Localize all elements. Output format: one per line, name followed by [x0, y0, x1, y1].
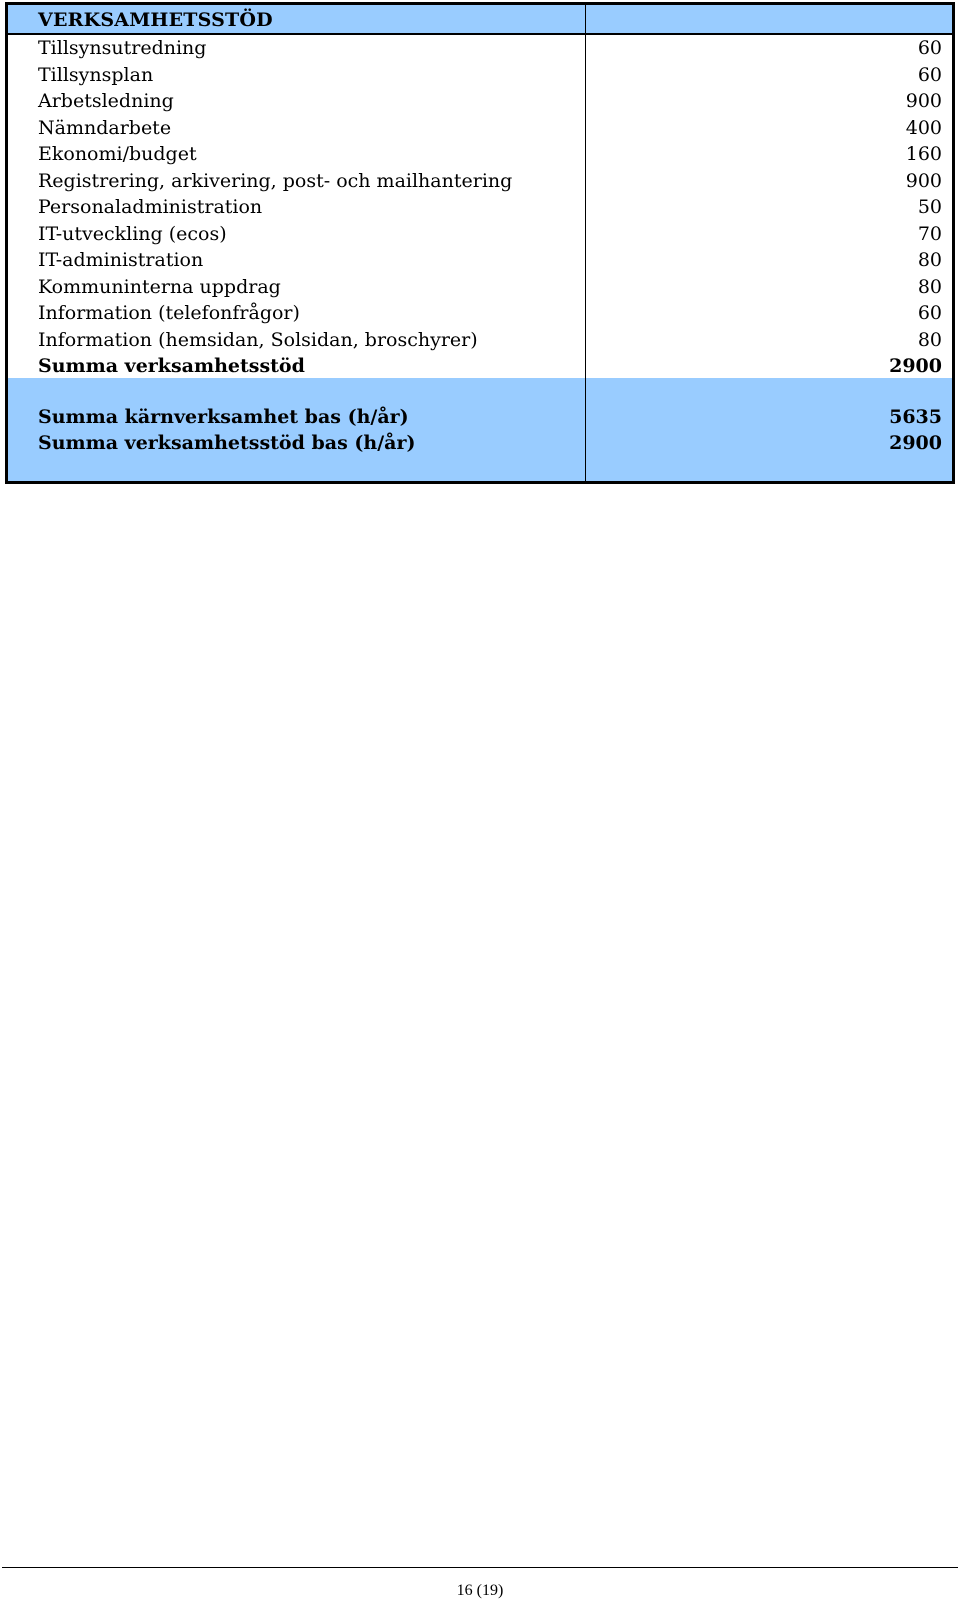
table-row [8, 327, 952, 354]
table-row [8, 115, 952, 142]
table-row [8, 194, 952, 221]
row-label: Information (hemsidan, Solsidan, broschyrer) [38, 328, 478, 351]
table-header-title: VERKSAMHETSSTÖD [38, 9, 273, 31]
totals-label: Summa verksamhetsstöd bas (h/år) [38, 432, 416, 454]
row-label: Nämndarbete [38, 116, 172, 139]
row-value: 80 [917, 275, 942, 298]
sum-value: 2900 [889, 355, 942, 377]
table-row [8, 221, 952, 248]
verksamhetsstod-table [5, 2, 955, 484]
row-label: Information (telefonfrågor) [38, 302, 300, 324]
totals-value: 5635 [889, 406, 942, 428]
table-row [8, 141, 952, 168]
column-divider [585, 5, 586, 481]
row-value: 160 [905, 143, 942, 165]
table-row [8, 62, 952, 89]
row-label: IT-administration [38, 249, 204, 271]
row-label: Kommuninterna uppdrag [38, 275, 281, 298]
footer-divider [2, 1567, 958, 1568]
sum-label: Summa verksamhetsstöd [38, 355, 305, 377]
totals-row [8, 430, 952, 456]
row-value: 400 [905, 116, 942, 139]
row-value: 70 [917, 222, 942, 245]
row-label: Tillsynsplan [38, 63, 154, 86]
page-number: 16 (19) [456, 1582, 504, 1599]
totals-value: 2900 [889, 432, 942, 454]
row-label: Arbetsledning [38, 90, 174, 112]
table-row [8, 300, 952, 327]
table-row [8, 168, 952, 195]
table-row [8, 35, 952, 62]
totals-row [8, 404, 952, 430]
row-value: 50 [917, 196, 942, 218]
row-value: 60 [917, 63, 942, 86]
table-row [8, 88, 952, 115]
table-body [8, 35, 952, 380]
row-label: Ekonomi/budget [38, 143, 197, 165]
totals-label: Summa kärnverksamhet bas (h/år) [38, 406, 409, 428]
row-value: 900 [905, 90, 942, 112]
row-label: Registrering, arkivering, post- och mailhantering [38, 169, 513, 192]
table-header-row [8, 5, 952, 35]
totals-block [8, 378, 952, 481]
table-row [8, 274, 952, 301]
row-value: 60 [917, 302, 942, 324]
row-value: 60 [917, 37, 942, 59]
row-label: IT-utveckling (ecos) [38, 222, 227, 245]
table-row [8, 247, 952, 274]
row-value: 80 [917, 328, 942, 351]
sum-row [8, 353, 952, 380]
row-value: 80 [917, 249, 942, 271]
row-label: Tillsynsutredning [38, 37, 207, 59]
row-label: Personaladministration [38, 196, 263, 218]
row-value: 900 [905, 169, 942, 192]
